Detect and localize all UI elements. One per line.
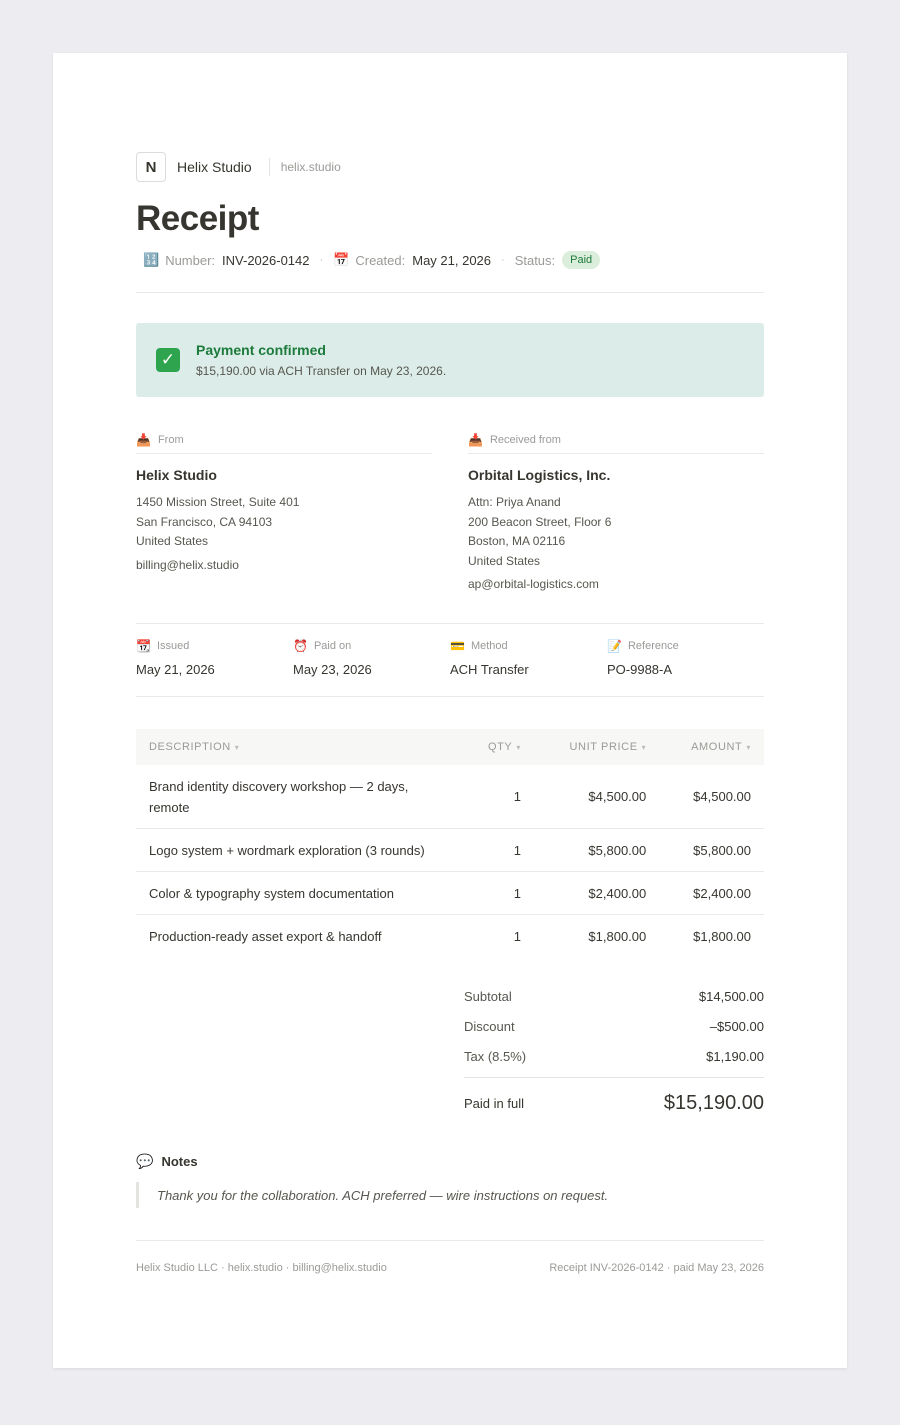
item-amount: $5,800.00: [659, 829, 764, 872]
sort-caret-icon: ▾: [746, 743, 751, 752]
calendar-icon: 📆: [136, 639, 151, 653]
notes-title: Notes: [161, 1154, 198, 1169]
item-amount: $2,400.00: [659, 872, 764, 915]
fact-label: Paid on: [313, 640, 352, 652]
total-label: Paid in full: [464, 1096, 524, 1111]
sort-caret-icon: ▾: [641, 743, 647, 752]
fact-paid-on: [293, 624, 450, 696]
brand-name: Helix Studio: [177, 159, 252, 175]
alarm-clock-icon: ⏰: [293, 639, 308, 653]
header-divider: [136, 292, 764, 293]
column-header-unit-price[interactable]: UNIT PRICE ▾: [534, 729, 659, 765]
memo-icon: 📝: [607, 639, 622, 653]
tax-label: Tax (8.5%): [464, 1048, 527, 1064]
payment-confirmation-callout: [136, 323, 764, 397]
totals-section: [464, 981, 764, 1115]
brand-header: [136, 151, 764, 183]
table-row: [136, 765, 764, 829]
item-description: Production-ready asset export & handoff: [149, 928, 382, 944]
address-line: 200 Beacon Street, Floor 6: [468, 514, 612, 529]
received-from-name: Orbital Logistics, Inc.: [468, 467, 611, 483]
sort-caret-icon: ▾: [234, 743, 240, 752]
receipt-content: [136, 151, 764, 1274]
footer-left: Helix Studio LLC · helix.studio · billing@helix.studio: [136, 1262, 387, 1274]
notes-quote: Thank you for the collaboration. ACH preferred — wire instructions on request.: [136, 1182, 764, 1208]
table-row: [136, 872, 764, 915]
from-label: From: [157, 434, 184, 446]
receipt-footer: [136, 1240, 764, 1274]
item-description: Logo system + wordmark exploration (3 rounds): [136, 829, 462, 872]
fact-value: May 21, 2026: [136, 662, 215, 677]
number-label: Number:: [165, 252, 216, 268]
item-unit-price: $5,800.00: [534, 829, 659, 872]
address-line: San Francisco, CA 94103: [136, 514, 273, 529]
from-party: [136, 433, 432, 591]
status-badge: Paid: [562, 251, 600, 269]
number-value: INV-2026-0142: [222, 252, 310, 268]
address-line: United States: [136, 534, 209, 548]
from-address: [136, 493, 432, 552]
fact-method: [450, 624, 607, 696]
received-from-address: [468, 493, 764, 571]
address-line: United States: [468, 553, 541, 568]
fact-label: Issued: [156, 640, 190, 652]
fact-reference: [607, 624, 764, 696]
item-amount: $4,500.00: [659, 765, 764, 829]
created-value: May 21, 2026: [412, 252, 492, 268]
confirmation-title: Payment confirmed: [196, 342, 326, 358]
inbox-tray-icon: 📥: [468, 433, 483, 447]
meta-separator: ·: [501, 254, 505, 266]
notes-heading: [136, 1153, 764, 1170]
fact-value: PO-9988-A: [607, 662, 673, 677]
subtotal-value: $14,500.00: [698, 988, 764, 1004]
receipt-page: [53, 53, 847, 1368]
total-value: $15,190.00: [663, 1092, 764, 1114]
fact-label: Reference: [627, 640, 679, 652]
table-row: [136, 829, 764, 872]
grand-total-row: [464, 1092, 764, 1115]
calendar-icon: 📅: [333, 252, 350, 267]
item-qty: 1: [513, 928, 521, 944]
address-line: Attn: Priya Anand: [468, 495, 561, 509]
fact-value: ACH Transfer: [450, 662, 529, 677]
brand-divider: [269, 158, 270, 176]
confirmation-subtitle: $15,190.00 via ACH Transfer on May 23, 2026.: [196, 364, 447, 378]
line-items-table: [136, 729, 764, 957]
received-from-header: [468, 433, 764, 454]
column-header-qty[interactable]: QTY ▾: [462, 729, 534, 765]
discount-row: [464, 1011, 764, 1041]
column-header-description[interactable]: DESCRIPTION ▾: [136, 729, 462, 765]
column-header-amount[interactable]: AMOUNT ▾: [659, 729, 764, 765]
item-unit-price: $1,800.00: [588, 928, 647, 944]
parties-section: [136, 433, 764, 591]
status-label: Status:: [514, 252, 556, 268]
received-from-email[interactable]: ap@orbital-logistics.com: [468, 577, 599, 591]
item-amount: $1,800.00: [693, 928, 751, 944]
check-icon: ✓: [156, 348, 180, 372]
fact-label: Method: [470, 640, 508, 652]
page-title: Receipt: [136, 199, 259, 238]
item-unit-price: $2,400.00: [534, 872, 659, 915]
subtotal-row: [464, 981, 764, 1011]
received-from-party: [468, 433, 764, 591]
brand-logo: N: [136, 152, 166, 182]
subtotal-label: Subtotal: [464, 988, 512, 1004]
table-row: [136, 915, 764, 958]
tax-row: [464, 1041, 764, 1071]
speech-bubble-icon: 💬: [136, 1153, 154, 1169]
item-qty: 1: [462, 872, 534, 915]
item-description: Brand identity discovery workshop — 2 days, remote: [136, 765, 462, 829]
discount-value: –$500.00: [709, 1018, 764, 1034]
from-header: [136, 433, 432, 454]
tax-value: $1,190.00: [706, 1048, 764, 1064]
footer-right: Receipt INV-2026-0142 · paid May 23, 2026: [549, 1262, 764, 1274]
meta-separator: ·: [319, 254, 324, 266]
sort-caret-icon: ▾: [516, 743, 521, 752]
address-line: Boston, MA 02116: [468, 534, 566, 548]
from-name: Helix Studio: [136, 467, 217, 483]
credit-card-icon: 💳: [450, 639, 465, 653]
item-qty: 1: [462, 829, 534, 872]
received-from-label: Received from: [489, 434, 561, 446]
from-email[interactable]: billing@helix.studio: [136, 557, 239, 572]
brand-domain[interactable]: helix.studio: [280, 160, 341, 174]
item-unit-price: $4,500.00: [534, 765, 659, 829]
fact-issued: [136, 624, 293, 696]
address-line: 1450 Mission Street, Suite 401: [136, 495, 300, 509]
item-description: Color & typography system documentation: [136, 872, 462, 915]
number-icon: 🔢: [143, 252, 160, 267]
fact-value: May 23, 2026: [293, 662, 372, 677]
payment-facts: [136, 623, 764, 697]
created-label: Created:: [355, 252, 406, 268]
inbox-tray-icon: 📥: [136, 433, 151, 447]
item-qty: 1: [462, 765, 534, 829]
totals-divider: [464, 1077, 764, 1078]
discount-label: Discount: [464, 1018, 515, 1034]
receipt-meta: [136, 249, 764, 271]
